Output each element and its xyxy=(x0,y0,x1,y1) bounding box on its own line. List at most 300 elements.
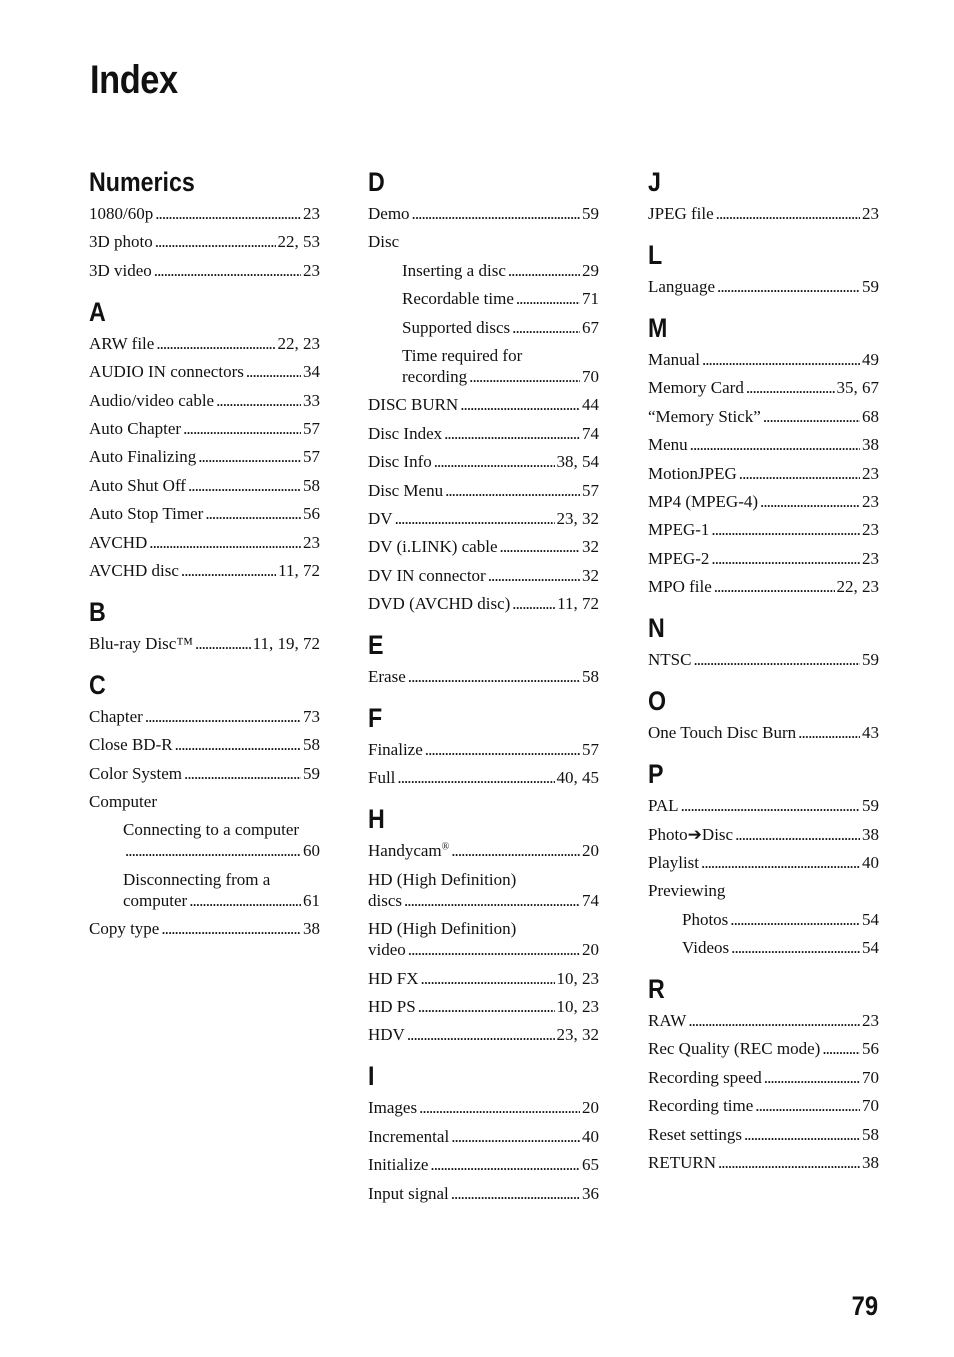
index-entry xyxy=(89,503,320,524)
entry-term: HD (High Definition) xyxy=(368,869,517,889)
entry-term-text: Auto Finalizing xyxy=(89,447,197,467)
entry-term xyxy=(648,1010,686,1031)
leader-dots xyxy=(205,503,301,524)
leader-dots xyxy=(161,918,301,939)
entry-term: Time required for xyxy=(402,345,523,365)
leader-dots xyxy=(246,361,301,382)
leader-dots xyxy=(690,434,860,455)
entry-pages: 40 xyxy=(862,852,879,872)
entry-term xyxy=(368,536,498,557)
entry-term-text: RETURN xyxy=(648,1153,716,1173)
entry-term-text: Photo➔Disc xyxy=(648,824,734,844)
index-entry xyxy=(89,734,320,755)
entry-term-text: Rec Quality (REC mode) xyxy=(648,1039,821,1059)
entry-pages: 38 xyxy=(862,435,879,455)
section-letter: D xyxy=(368,167,385,197)
entry-pages: 38, 54 xyxy=(556,452,599,472)
entry-term xyxy=(89,446,196,467)
entry-term-text: HD PS xyxy=(368,997,416,1017)
section-letter: J xyxy=(648,167,661,197)
entry-term xyxy=(89,203,153,224)
leader-dots xyxy=(149,532,301,553)
entry-term xyxy=(368,1024,405,1045)
entry-pages: 11, 72 xyxy=(278,560,320,580)
entry-pages: 20 xyxy=(582,940,599,960)
entry-pages: 43 xyxy=(862,723,879,743)
leader-dots xyxy=(746,377,835,398)
index-entry xyxy=(648,349,879,370)
entry-term-text: Input signal xyxy=(368,1183,449,1203)
entry-term-text: DV IN connector xyxy=(368,565,486,585)
index-entry xyxy=(368,288,599,309)
page-number: 79 xyxy=(851,1291,878,1321)
leader-dots xyxy=(155,203,301,224)
entry-pages: 74 xyxy=(582,423,599,443)
entry-term-text: DV xyxy=(368,508,393,528)
entry-term-text: Disc Index xyxy=(368,423,443,443)
entry-term: Disc xyxy=(368,232,400,252)
leader-dots xyxy=(760,491,860,512)
leader-dots xyxy=(744,1124,860,1145)
entry-term-cont: recording xyxy=(402,366,468,386)
entry-term-text: Chapter xyxy=(89,706,143,726)
entry-term xyxy=(648,852,699,873)
entry-term-text: HDV xyxy=(368,1025,405,1045)
entry-pages: 71 xyxy=(582,289,599,309)
entry-pages: 23 xyxy=(862,1011,879,1031)
entry-term-text: Copy type xyxy=(89,919,160,939)
index-entry xyxy=(368,565,599,586)
entry-term-text: Photos xyxy=(682,909,729,929)
entry-pages: 60 xyxy=(303,841,320,861)
index-entry xyxy=(368,394,599,415)
entry-term xyxy=(368,1183,449,1204)
index-entry xyxy=(368,593,599,614)
entry-term-text: RAW xyxy=(648,1011,687,1031)
entry-term-text: Supported discs xyxy=(402,317,511,337)
leader-dots xyxy=(397,767,554,788)
leader-dots xyxy=(739,463,860,484)
index-entry xyxy=(89,361,320,382)
leader-dots xyxy=(798,722,860,743)
index-entry xyxy=(89,418,320,439)
entry-term-text: One Touch Disc Burn xyxy=(648,723,797,743)
leader-dots xyxy=(711,548,860,569)
entry-term-text: Inserting a disc xyxy=(402,260,506,280)
entry-term-cont: computer xyxy=(123,890,188,910)
leader-dots xyxy=(735,824,860,845)
entry-pages: 70 xyxy=(862,1067,879,1087)
leader-dots xyxy=(688,1010,860,1031)
entry-term xyxy=(648,406,761,427)
section-letter: L xyxy=(648,240,663,270)
leader-dots xyxy=(508,260,580,281)
entry-term xyxy=(368,1097,417,1118)
index-entry xyxy=(368,451,599,472)
index-entry xyxy=(368,918,599,960)
index-entry xyxy=(368,739,599,760)
entry-term-text: Auto Chapter xyxy=(89,418,182,438)
leader-dots xyxy=(512,593,555,614)
index-entry xyxy=(89,918,320,939)
leader-dots xyxy=(693,649,860,670)
entry-pages: 23 xyxy=(862,491,879,511)
entry-term-text: Close BD-R xyxy=(89,735,173,755)
entry-term xyxy=(89,231,153,252)
leader-dots xyxy=(425,739,580,760)
index-entry xyxy=(368,1097,599,1118)
index-entry xyxy=(368,767,599,788)
index-entry xyxy=(648,1067,879,1088)
entry-term-text: Auto Shut Off xyxy=(89,475,186,495)
leader-dots xyxy=(188,475,301,496)
entry-term xyxy=(682,937,729,958)
leader-dots xyxy=(430,1154,580,1175)
leader-dots xyxy=(145,706,301,727)
leader-dots xyxy=(460,394,580,415)
entry-pages: 23 xyxy=(862,548,879,568)
entry-pages: 34 xyxy=(303,362,320,382)
index-entry xyxy=(648,722,879,743)
index-entry xyxy=(648,276,879,297)
entry-term xyxy=(368,968,419,989)
entry-term-text: Demo xyxy=(368,204,410,223)
entry-term xyxy=(368,739,423,760)
section-letter: C xyxy=(89,669,106,700)
index-entry xyxy=(89,763,320,784)
leader-dots xyxy=(730,909,860,930)
entry-term-text: Auto Stop Timer xyxy=(89,504,204,524)
index-entry xyxy=(648,1124,879,1145)
entry-term xyxy=(89,706,143,727)
entry-pages: 57 xyxy=(303,418,320,438)
entry-pages: 74 xyxy=(582,890,599,910)
entry-term-cont: video xyxy=(368,940,406,960)
entry-pages: 11, 72 xyxy=(557,594,599,614)
index-entry xyxy=(368,508,599,529)
index-entry xyxy=(89,819,320,861)
entry-term xyxy=(648,722,796,743)
leader-dots xyxy=(408,939,580,960)
entry-pages: 40 xyxy=(582,1126,599,1146)
index-column-3 xyxy=(648,165,879,1187)
index-entry xyxy=(89,260,320,281)
index-section xyxy=(368,165,599,614)
entry-term xyxy=(89,763,182,784)
entry-term xyxy=(648,434,688,455)
entry-term-text: Recording time xyxy=(648,1096,754,1116)
index-column-2 xyxy=(368,165,599,1218)
index-entry xyxy=(89,203,320,224)
entry-term-text: HD FX xyxy=(368,968,419,988)
entry-term-text: 3D photo xyxy=(89,232,153,252)
index-entry xyxy=(368,345,599,387)
entry-term-text: Manual xyxy=(648,350,700,369)
section-letter: A xyxy=(89,296,106,327)
section-letter: M xyxy=(648,313,668,343)
entry-pages: 57 xyxy=(303,447,320,467)
entry-pages: 32 xyxy=(582,537,599,557)
index-entry xyxy=(648,548,879,569)
entry-pages: 23 xyxy=(862,463,879,483)
index-entry xyxy=(648,576,879,597)
index-section xyxy=(648,611,879,670)
leader-dots xyxy=(701,852,860,873)
entry-term xyxy=(368,996,416,1017)
index-section xyxy=(89,165,320,281)
index-entry xyxy=(368,869,599,911)
entry-term-text: Reset settings xyxy=(648,1124,742,1144)
entry-term xyxy=(368,565,486,586)
entry-pages: 23 xyxy=(862,520,879,540)
entry-pages: 23 xyxy=(303,204,320,223)
entry-term xyxy=(89,390,214,411)
entry-term-text: Recordable time xyxy=(402,289,514,309)
leader-dots xyxy=(451,1183,580,1204)
index-section xyxy=(648,165,879,224)
index-entry xyxy=(89,390,320,411)
entry-term xyxy=(648,1124,742,1145)
leader-dots xyxy=(418,996,555,1017)
leader-dots xyxy=(755,1095,860,1116)
entry-term xyxy=(89,333,154,354)
entry-term xyxy=(402,288,514,309)
entry-pages: 23, 32 xyxy=(556,508,599,528)
entry-pages: 36 xyxy=(582,1183,599,1203)
entry-term-text: Playlist xyxy=(648,852,700,872)
entry-term xyxy=(648,491,758,512)
index-section xyxy=(648,311,879,597)
entry-term-text: Videos xyxy=(682,938,730,958)
entry-pages: 57 xyxy=(582,740,599,760)
leader-dots xyxy=(408,666,580,687)
leader-dots xyxy=(716,203,860,224)
index-entry xyxy=(368,231,599,252)
entry-pages: 59 xyxy=(303,763,320,783)
index-entry xyxy=(648,1152,879,1173)
leader-dots xyxy=(154,260,301,281)
leader-dots xyxy=(155,231,276,252)
index-entry xyxy=(89,560,320,581)
entry-term-text: Full xyxy=(368,768,396,788)
entry-pages: 10, 23 xyxy=(556,968,599,988)
index-section xyxy=(89,668,320,939)
section-letter: H xyxy=(368,804,385,835)
section-letter: P xyxy=(648,759,664,790)
entry-term-text: AVCHD disc xyxy=(89,560,179,580)
entry-pages: 38 xyxy=(303,919,320,939)
index-entry xyxy=(368,1154,599,1175)
entry-term xyxy=(648,463,737,484)
index-entry xyxy=(89,706,320,727)
entry-term-text: Audio/video cable xyxy=(89,390,215,410)
index-entry xyxy=(368,1126,599,1147)
index-section xyxy=(368,1059,599,1203)
entry-term-text: Disc Info xyxy=(368,452,432,472)
section-letter: R xyxy=(648,974,665,1005)
entry-term xyxy=(368,1126,449,1147)
entry-term-text: JPEG file xyxy=(648,204,714,223)
section-letter: N xyxy=(648,613,665,644)
entry-term-text: Images xyxy=(368,1098,418,1118)
index-entry xyxy=(89,532,320,553)
entry-term xyxy=(648,548,709,569)
leader-dots xyxy=(125,840,301,861)
entry-pages: 59 xyxy=(862,277,879,296)
entry-term xyxy=(648,377,744,398)
entry-pages: 58 xyxy=(862,1124,879,1144)
entry-term xyxy=(368,593,510,614)
entry-term xyxy=(89,633,193,654)
entry-term-text: DV (i.LINK) cable xyxy=(368,537,498,557)
entry-term xyxy=(648,824,733,845)
index-entry xyxy=(368,536,599,557)
leader-dots xyxy=(451,840,580,861)
entry-pages: 54 xyxy=(862,938,879,958)
index-section xyxy=(368,701,599,788)
index-entry xyxy=(89,791,320,812)
index-entry xyxy=(648,1095,879,1116)
leader-dots xyxy=(763,406,860,427)
leader-dots xyxy=(500,536,580,557)
entry-term-line2 xyxy=(123,890,320,911)
entry-pages: 23 xyxy=(303,532,320,552)
index-entry xyxy=(368,203,599,224)
leader-dots xyxy=(198,446,301,467)
leader-dots xyxy=(412,203,580,224)
index-entry xyxy=(648,463,879,484)
entry-term-line2 xyxy=(368,890,599,911)
entry-pages: 59 xyxy=(862,650,879,670)
entry-pages: 44 xyxy=(582,395,599,415)
leader-dots xyxy=(189,890,301,911)
leader-dots xyxy=(445,480,580,501)
entry-term xyxy=(402,317,510,338)
entry-term-text: Erase xyxy=(368,667,406,687)
leader-dots xyxy=(184,763,301,784)
entry-term: HD (High Definition) xyxy=(368,919,517,939)
entry-term-text: ARW file xyxy=(89,333,155,353)
leader-dots xyxy=(175,734,301,755)
section-letter: E xyxy=(368,630,384,661)
index-section xyxy=(648,684,879,743)
entry-term-text: Disc Menu xyxy=(368,480,444,500)
entry-term-text: Initialize xyxy=(368,1155,429,1175)
index-entry xyxy=(368,666,599,687)
entry-term-text: Blu-ray Disc™ xyxy=(89,633,194,653)
entry-pages: 23 xyxy=(862,204,879,223)
leader-dots xyxy=(181,560,276,581)
entry-term xyxy=(89,918,159,939)
entry-term-text: PAL xyxy=(648,796,679,816)
section-letter: F xyxy=(368,703,383,734)
entry-pages: 10, 23 xyxy=(556,997,599,1017)
entry-term xyxy=(368,423,442,444)
entry-term: Computer xyxy=(89,792,157,812)
entry-pages: 58 xyxy=(582,667,599,687)
page-title: Index xyxy=(90,58,178,102)
entry-pages: 59 xyxy=(862,796,879,816)
leader-dots xyxy=(183,418,301,439)
entry-term-text: Finalize xyxy=(368,740,423,760)
entry-term xyxy=(648,276,715,297)
leader-dots xyxy=(681,795,860,816)
index-section xyxy=(89,295,320,581)
section-letter: O xyxy=(648,686,667,717)
entry-term xyxy=(368,666,406,687)
index-entry xyxy=(368,423,599,444)
index-entry xyxy=(368,840,599,861)
entry-term-text: DVD (AVCHD disc) xyxy=(368,594,511,614)
entry-term xyxy=(368,767,395,788)
entry-pages: 22, 53 xyxy=(277,232,320,252)
entry-pages: 59 xyxy=(582,204,599,223)
entry-term xyxy=(89,361,244,382)
entry-term-text: NTSC xyxy=(648,650,692,670)
entry-pages: 67 xyxy=(582,317,599,337)
entry-pages: 22, 23 xyxy=(277,333,320,353)
entry-term-text: Recording speed xyxy=(648,1067,762,1087)
leader-dots xyxy=(395,508,555,529)
entry-term xyxy=(648,795,679,816)
leader-dots xyxy=(216,390,301,411)
entry-pages: 38 xyxy=(862,824,879,844)
index-entry xyxy=(368,1183,599,1204)
entry-pages: 35, 67 xyxy=(836,378,879,398)
index-entry xyxy=(648,491,879,512)
index-entry xyxy=(648,434,879,455)
leader-dots xyxy=(731,937,860,958)
entry-term-text: Incremental xyxy=(368,1126,450,1146)
index-column-1 xyxy=(89,165,320,953)
index-entry xyxy=(89,633,320,654)
entry-term-text: MPO file xyxy=(648,577,712,597)
entry-pages: 23 xyxy=(303,260,320,280)
entry-pages: 58 xyxy=(303,475,320,495)
leader-dots xyxy=(421,968,555,989)
entry-pages: 70 xyxy=(582,366,599,386)
index-entry xyxy=(648,203,879,224)
entry-term xyxy=(368,480,443,501)
leader-dots xyxy=(156,333,275,354)
index-entry xyxy=(648,937,879,958)
entry-term xyxy=(648,349,700,370)
entry-term-line2 xyxy=(123,840,320,861)
entry-term-text: 1080/60p xyxy=(89,204,154,223)
entry-term xyxy=(89,418,181,439)
entry-pages: 22, 23 xyxy=(836,577,879,597)
index-entry xyxy=(648,1038,879,1059)
entry-term xyxy=(682,909,728,930)
entry-pages: 32 xyxy=(582,565,599,585)
entry-term xyxy=(89,475,186,496)
leader-dots xyxy=(764,1067,860,1088)
entry-pages: 40, 45 xyxy=(556,768,599,788)
entry-term-text: AUDIO IN connectors xyxy=(89,362,244,382)
entry-term-text: Language xyxy=(648,277,716,296)
entry-term-text: Memory Card xyxy=(648,378,744,398)
entry-pages: 56 xyxy=(862,1039,879,1059)
entry-term xyxy=(648,203,714,224)
index-section xyxy=(648,238,879,297)
entry-term-text: 3D video xyxy=(89,260,152,280)
entry-term xyxy=(89,560,179,581)
entry-term xyxy=(368,840,449,861)
index-entry xyxy=(648,649,879,670)
index-entry xyxy=(648,824,879,845)
entry-term xyxy=(368,451,432,472)
leader-dots xyxy=(404,890,580,911)
